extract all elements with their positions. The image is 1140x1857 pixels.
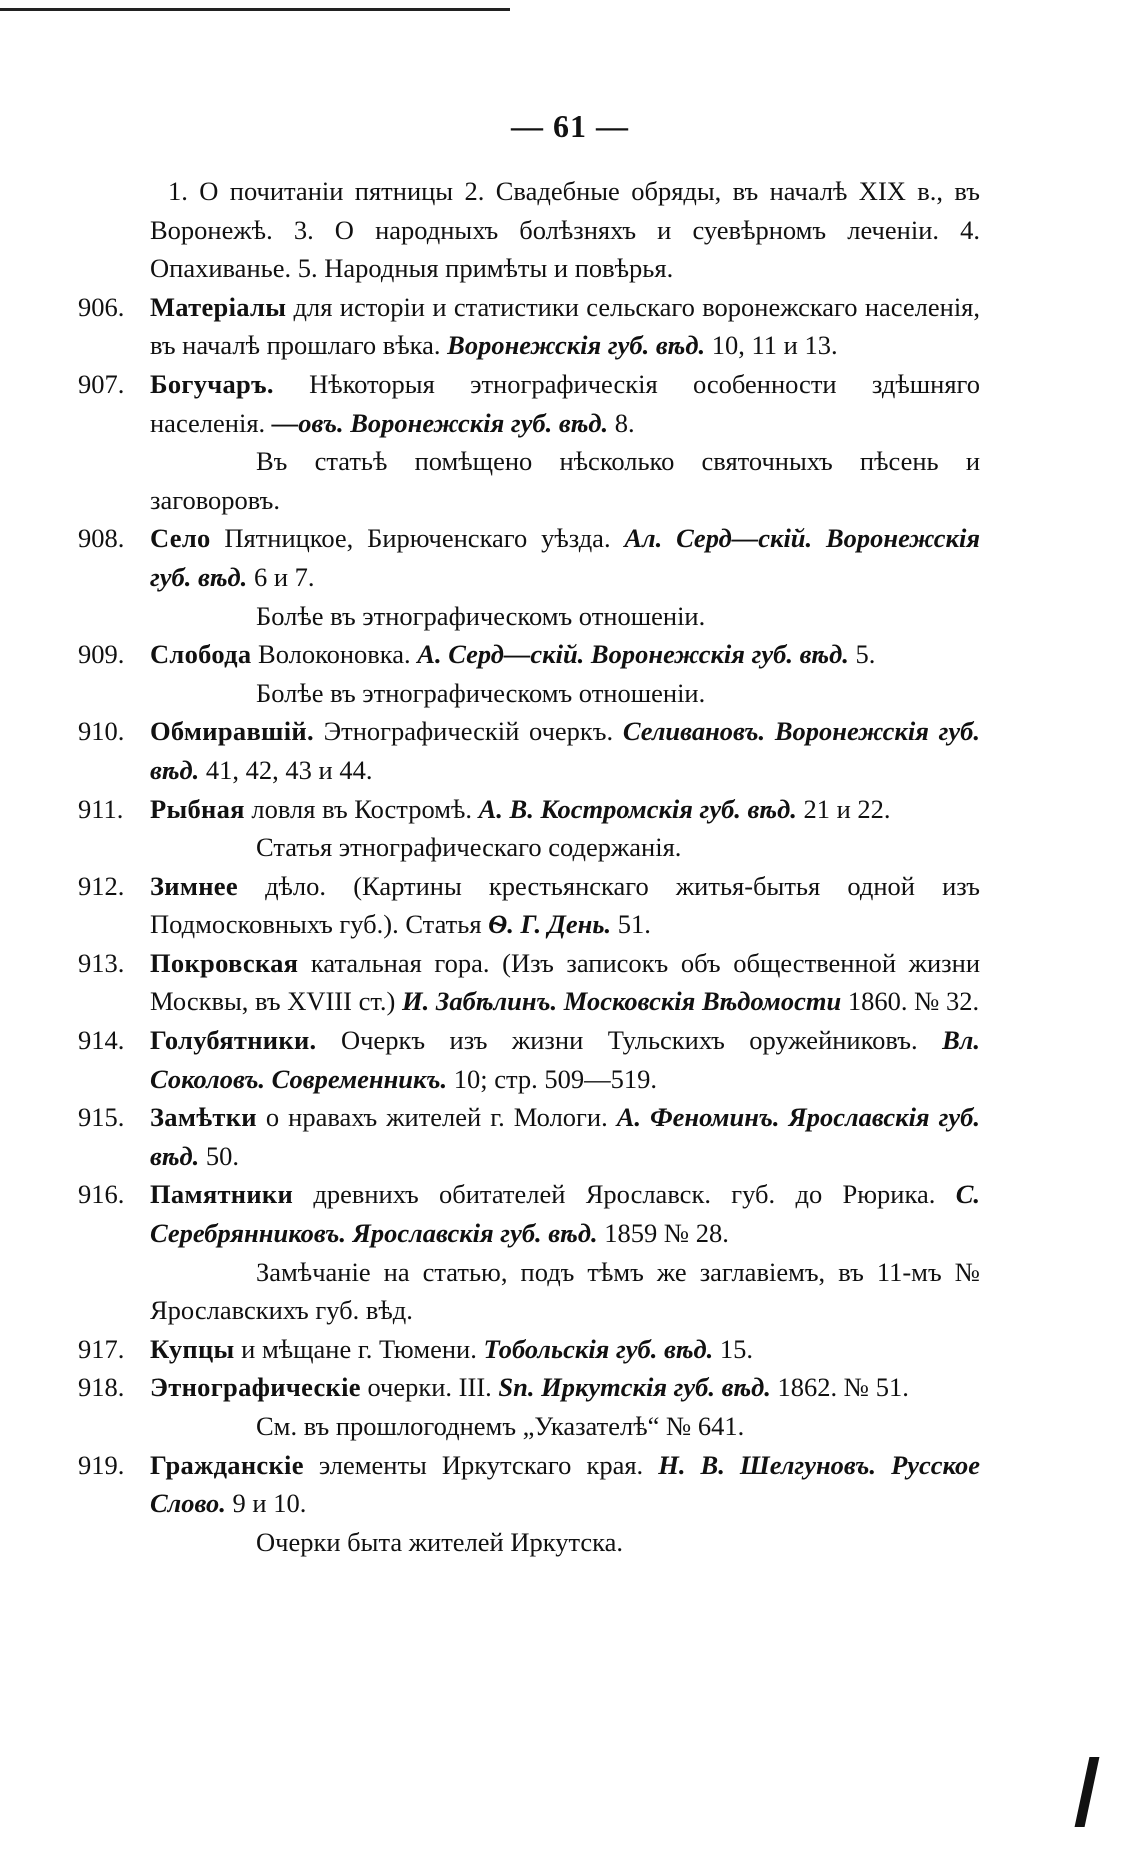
entry-text xyxy=(78,288,980,365)
entry-headword: Рыбная xyxy=(150,793,245,824)
bibliography-entry xyxy=(78,635,980,712)
entry-headword: Слобода xyxy=(150,639,252,670)
entry-source: А. Серд—скiй. Воронежскiя губ. вѣд. xyxy=(417,639,849,670)
entry-headword: Замѣтки xyxy=(150,1102,257,1133)
entry-title: дѣло. (Картины крестьянскаго житья-бытья одной изъ Подмосковныхъ губ.). Статья xyxy=(150,870,980,940)
entry-text xyxy=(78,1021,980,1098)
bibliography-entry xyxy=(78,867,980,944)
bibliography-entry xyxy=(78,1368,980,1445)
entry-title: Нѣкоторыя этнографическiя особенности здѣшняго населенiя. xyxy=(150,368,980,438)
entry-source: Тобольскiя губ. вѣд. xyxy=(483,1333,714,1364)
entry-title: Этнографическiй очеркъ. xyxy=(313,716,623,747)
entry-headword: Зимнее xyxy=(150,870,238,901)
entry-number: 906. xyxy=(78,291,125,322)
entry-number: 910. xyxy=(78,716,125,747)
entry-headword: Купцы xyxy=(150,1333,235,1364)
entry-title: для исторiи и статистики сельскаго воронежскаго населенiя, въ началѣ прошлаго вѣка. xyxy=(150,291,980,361)
entry-text xyxy=(78,790,980,829)
entry-title: и мѣщане г. Тюмени. xyxy=(234,1333,484,1364)
entry-number: 913. xyxy=(78,947,125,978)
entry-text xyxy=(78,944,980,1021)
entry-list xyxy=(78,288,980,1562)
entry-issue: 1860. № 32. xyxy=(841,986,980,1017)
entry-issue: 15. xyxy=(713,1333,754,1364)
entry-number: 909. xyxy=(78,639,125,670)
entry-number: 912. xyxy=(78,870,125,901)
bibliography-entry xyxy=(78,519,980,635)
entry-headword: Гражданскiе xyxy=(150,1449,304,1480)
entry-number: 911. xyxy=(78,793,124,824)
entry-text xyxy=(78,1330,980,1369)
entry-number: 915. xyxy=(78,1102,125,1133)
entry-text xyxy=(78,1368,980,1407)
entry-issue: 41, 42, 43 и 44. xyxy=(199,754,373,785)
entry-title: Волоконовка. xyxy=(251,639,418,670)
entry-note: Очерки быта жителей Иркутска. xyxy=(256,1526,624,1557)
entry-source: Ѳ. Г. День. xyxy=(488,909,612,940)
entry-headword: Село xyxy=(150,523,211,554)
entry-note: См. въ прошлогоднемъ „Указателѣ“ № 641. xyxy=(256,1411,745,1441)
entry-headword: Голубятники. xyxy=(150,1025,317,1056)
bibliography-entry xyxy=(78,1330,980,1369)
entry-title: катальная гора. (Изъ записокъ объ общественной жизни Москвы, въ XVIII ст.) xyxy=(150,947,980,1017)
entry-issue: 50. xyxy=(199,1140,240,1171)
entry-text xyxy=(78,1446,980,1523)
entry-text xyxy=(78,1175,980,1252)
entry-title: Очеркъ изъ жизни Тульскихъ оружейниковъ. xyxy=(316,1025,943,1056)
entry-number: 919. xyxy=(78,1449,125,1480)
top-rule xyxy=(0,8,510,11)
page-number: — 61 — xyxy=(511,108,629,144)
entry-number: 908. xyxy=(78,523,125,554)
entry-headword: Матерiалы xyxy=(150,291,287,322)
entry-number: 918. xyxy=(78,1372,125,1403)
entry-title: элементы Иркутскаго края. xyxy=(303,1449,659,1480)
bibliography-entry xyxy=(78,944,980,1021)
bibliography-entry xyxy=(78,1021,980,1098)
entry-headword: Покровская xyxy=(150,947,299,978)
entry-number: 916. xyxy=(78,1179,125,1210)
entry-headword: Богучаръ. xyxy=(150,368,274,399)
entry-note: Статья этнографическаго содержанiя. xyxy=(256,832,682,863)
entry-text xyxy=(78,712,980,789)
entry-text xyxy=(78,867,980,944)
entry-text xyxy=(78,519,980,596)
intro-paragraph: 1. О почитанiи пятницы 2. Свадебные обряды, въ началѣ XIX в., въ Воронежѣ. 3. О народныхъ болѣзняхъ и суевѣрномъ леченiи. 4. Опахиванье. 5. Народныя примѣты и повѣрья. xyxy=(150,176,980,284)
entry-issue: 1862. № 51. xyxy=(770,1372,909,1403)
entry-title: очерки. III. xyxy=(360,1372,499,1403)
bibliography-entry xyxy=(78,288,980,365)
entry-title: о нравахъ жителей г. Мологи. xyxy=(256,1102,617,1133)
entry-issue: 8. xyxy=(608,407,635,438)
entry-headword: Обмиравшiй. xyxy=(150,716,314,747)
entry-source: Ал. Серд—скiй. Воронежскiя губ. вѣд. xyxy=(150,523,980,592)
entry-source: А. Феноминъ. Ярославскiя губ. вѣд. xyxy=(150,1102,980,1171)
entry-source: Селивановъ. Воронежскiя губ. вѣд. xyxy=(150,716,980,785)
bibliography-entry xyxy=(78,790,980,867)
entry-issue: 5. xyxy=(848,639,876,670)
entry-headword: Этнографическiе xyxy=(150,1372,361,1403)
entry-number: 907. xyxy=(78,368,125,399)
bibliography-entry xyxy=(78,365,980,519)
entry-source: С. Серебрянниковъ. Ярославскiя губ. вѣд. xyxy=(150,1179,980,1249)
entry-source: Вл. Соколовъ. Современникъ. xyxy=(150,1025,980,1094)
page-body xyxy=(78,172,980,1561)
entry-title: ловля въ Костромѣ. xyxy=(244,793,479,824)
entry-issue: 6 и 7. xyxy=(247,561,315,592)
bibliography-entry xyxy=(78,712,980,789)
entry-note: Болѣе въ этнографическомъ отношенiи. xyxy=(256,600,706,631)
entry-note: Болѣе въ этнографическомъ отношенiи. xyxy=(256,677,706,708)
entry-source: Н. В. Шелгуновъ. Русское Слово. xyxy=(150,1449,980,1519)
entry-source: Sп. Иркутскiя губ. вѣд. xyxy=(498,1372,771,1403)
entry-number: 917. xyxy=(78,1333,125,1364)
entry-source: И. Забѣлинъ. Московскiя Вѣдомости xyxy=(402,986,842,1017)
entry-note: Въ статьѣ помѣщено нѣсколько святочныхъ пѣсень и заговоровъ. xyxy=(150,446,980,515)
entry-issue: 10, 11 и 13. xyxy=(705,330,838,361)
entry-text xyxy=(78,1098,980,1175)
bibliography-entry xyxy=(78,1098,980,1175)
entry-title: древнихъ обитателей Ярославск. губ. до Рюрика. xyxy=(293,1179,956,1210)
entry-note: Замѣчанiе на статью, подъ тѣмъ же заглавiемъ, въ 11-мъ № Ярославскихъ губ. вѣд. xyxy=(150,1256,980,1326)
entry-title: Пятницкое, Бирюченскаго уѣзда. xyxy=(210,523,625,554)
entry-issue: 10; стр. 509—519. xyxy=(447,1063,657,1094)
entry-text xyxy=(78,365,980,442)
entry-source: Воронежскiя губ. вѣд. xyxy=(447,330,706,361)
entry-issue: 9 и 10. xyxy=(225,1488,307,1519)
entry-issue: 21 и 22. xyxy=(796,793,891,824)
entry-issue: 1859 № 28. xyxy=(597,1218,729,1249)
entry-issue: 51. xyxy=(611,909,651,940)
bibliography-entry xyxy=(78,1175,980,1329)
corner-mark xyxy=(1075,1757,1100,1827)
entry-headword: Памятники xyxy=(150,1179,294,1210)
entry-text xyxy=(78,635,980,674)
bibliography-entry xyxy=(78,1446,980,1562)
entry-number: 914. xyxy=(78,1025,125,1056)
entry-source: —овъ. Воронежскiя губ. вѣд. xyxy=(271,407,609,438)
entry-source: А. В. Костромскiя губ. вѣд. xyxy=(478,793,797,824)
